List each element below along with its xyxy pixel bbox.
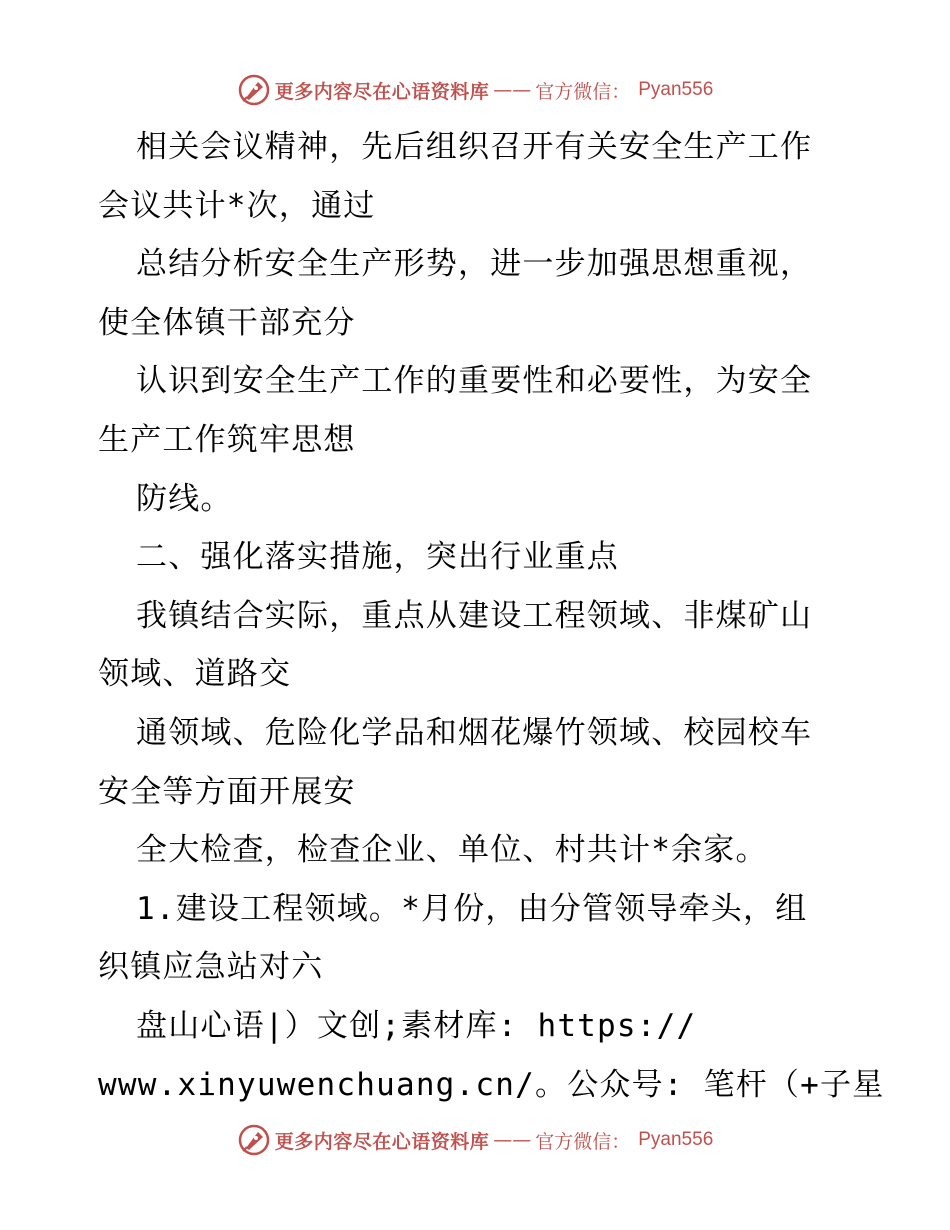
header-watermark [0, 70, 950, 110]
text-line: 织镇应急站对六 [98, 949, 324, 986]
watermark-text: 更多内容尽在心语资料库 [274, 1130, 490, 1153]
text-line: 认识到安全生产工作的重要性和必要性，为安全 [136, 363, 813, 400]
watermark-label: 官方微信： [535, 1130, 631, 1153]
watermark-label: 官方微信： [535, 80, 631, 103]
text-line: 盘山心语|）文创;素材库: https:// [136, 1007, 697, 1044]
watermark-id: Pyan556 [638, 1129, 714, 1150]
watermark-separator: —— [493, 79, 532, 101]
text-line: 领域、道路交 [98, 656, 292, 693]
watermark-text: 更多内容尽在心语资料库 [274, 80, 490, 103]
watermark-id: Pyan556 [638, 79, 714, 100]
text-line: 1.建设工程领域。*月份，由分管领导牵头，组 [136, 890, 808, 927]
text-line: 总结分析安全生产形势，进一步加强思想重视， [136, 246, 813, 283]
watermark-separator: —— [493, 1129, 532, 1151]
document-body [98, 118, 885, 1114]
text-line: 防线。 [136, 480, 233, 517]
text-line: 全大检查，检查企业、单位、村共计*余家。 [136, 832, 768, 869]
pen-nib-logo-icon [237, 1123, 271, 1157]
text-line: 会议共计*次，通过 [98, 187, 376, 224]
text-line: 相关会议精神，先后组织召开有关安全生产工作 [136, 129, 813, 165]
section-heading: 二、强化落实措施，突出行业重点 [136, 539, 619, 576]
text-line: www.xinyuwenchuang.cn/。公众号: 笔杆（+子星 [98, 1066, 885, 1103]
text-line: 通领域、危险化学品和烟花爆竹领域、校园校车 [136, 714, 813, 751]
footer-watermark [0, 1120, 950, 1160]
header-watermark-inner [237, 73, 714, 107]
text-line: 安全等方面开展安 [98, 773, 356, 810]
footer-watermark-inner [237, 1123, 714, 1157]
text-line: 使全体镇干部充分 [98, 304, 356, 341]
pen-nib-logo-icon [237, 73, 271, 107]
text-line: 生产工作筑牢思想 [98, 421, 356, 458]
text-line: 我镇结合实际，重点从建设工程领域、非煤矿山 [136, 597, 813, 634]
